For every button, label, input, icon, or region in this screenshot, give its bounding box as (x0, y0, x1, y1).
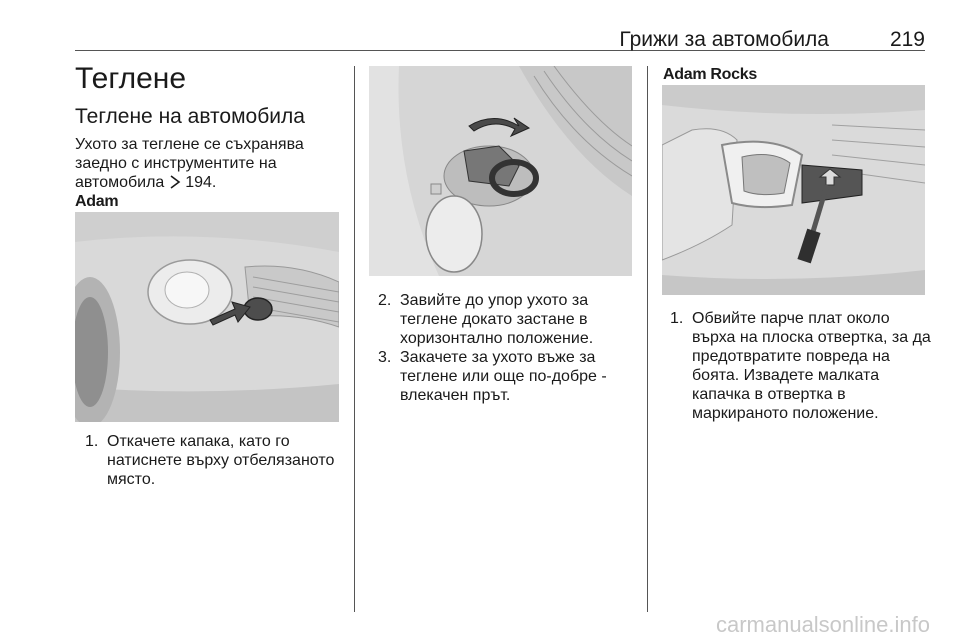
towing-step-2 (378, 291, 638, 351)
adam-rocks-label: Adam Rocks (663, 66, 757, 83)
adam-bumper-illustration (75, 212, 339, 422)
step-text: Закачете за ухото въже за теглене или още по-добре - влекачен прът. (400, 349, 607, 404)
step-number: 1. (85, 433, 99, 450)
subsection-title: Теглене на автомобила (75, 105, 305, 128)
column-divider-1 (354, 66, 355, 612)
section-title: Теглене (75, 62, 187, 95)
step-number: 3. (378, 349, 392, 366)
adam-rocks-bumper-illustration (662, 85, 925, 295)
step-text: Откачете капака, като го натиснете върху отбелязаното място. (107, 433, 335, 488)
column-divider-2 (647, 66, 648, 612)
step-text: Обвийте парче плат около върха на плоска отвертка, за да предотвратите повреда на боята. Извадете малката капачка в отвертка в маркираното положение. (692, 310, 931, 422)
page-number: 219 (889, 28, 925, 51)
adam-label: Adam (75, 193, 119, 210)
step-text: Завийте до упор ухото за теглене докато застане в хоризонтално положение. (400, 292, 594, 347)
step-number: 1. (670, 310, 684, 327)
intro-paragraph (75, 135, 345, 194)
adam-step-1 (85, 432, 340, 492)
adam-rocks-step-1 (670, 309, 932, 422)
intro-ref-page: 194. (185, 174, 217, 191)
step-number: 2. (378, 292, 392, 309)
towing-step-3 (378, 348, 638, 408)
intro-text: Ухото за теглене се съхранява заедно с инструментите на автомобила (75, 136, 304, 191)
header-title: Грижи за автомобила (619, 28, 829, 51)
watermark: carmanualsonline.info (715, 612, 930, 637)
towing-eye-illustration (369, 66, 632, 276)
page-header (75, 28, 925, 51)
page-ref-arrow-icon (169, 175, 181, 194)
